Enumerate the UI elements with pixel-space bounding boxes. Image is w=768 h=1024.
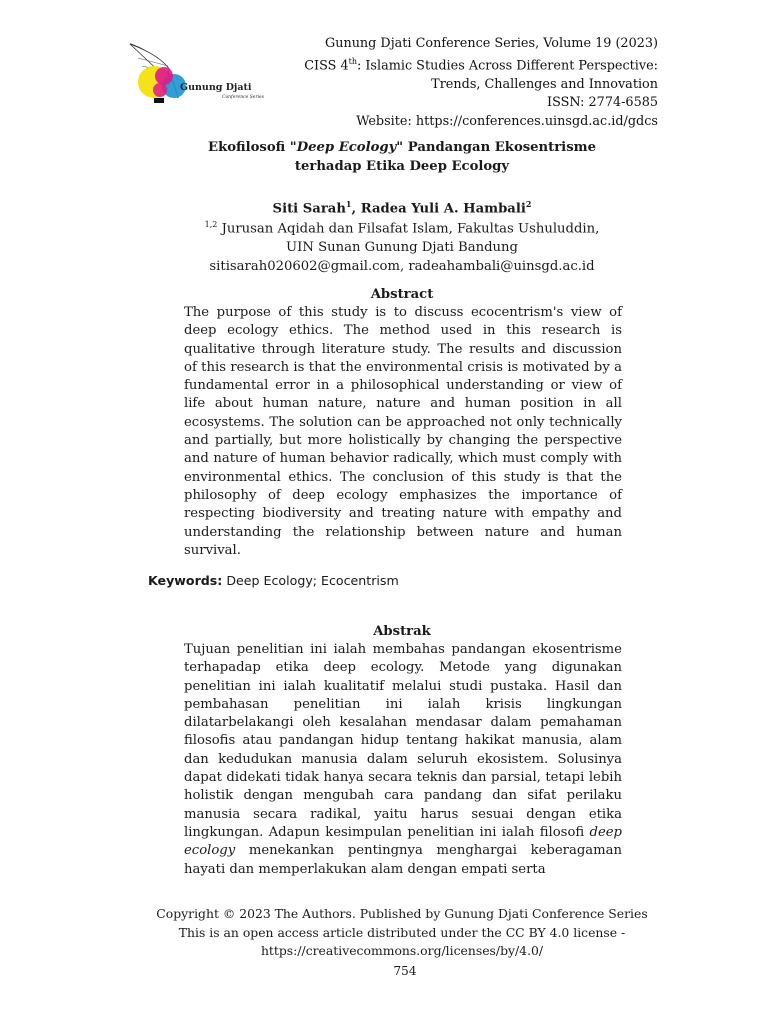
copyright-line: Copyright © 2023 The Authors. Published by Gunung Djati Conference Series [156,906,648,921]
affiliation-line2: UIN Sunan Gunung Djati Bandung [286,240,518,256]
journal-header [238,35,658,131]
affiliation-dept: Jurusan Aqidah dan Filsafat Islam, Fakultas Ushuluddin, [217,221,600,237]
title-italic: Deep Ecology [296,140,397,155]
abstrak-body [184,641,622,879]
abstrak-body-post: menekankan pentingnya menghargai keberagaman hayati dan memperlakukan alam dengan empati serta [184,843,622,877]
title-pre: Ekofilosofi " [208,140,297,155]
page-number: 754 [393,964,417,978]
header-website[interactable]: Website: https://conferences.uinsgd.ac.id/gdcs [356,113,658,129]
keywords-label: Keywords: [148,573,223,588]
header-issn: ISSN: 2774-6585 [547,95,658,111]
abstrak-body-italic: deep ecology [184,824,622,859]
header-conference [238,53,658,76]
abstrak-body-pre: Tujuan penelitian ini ialah membahas pandangan ekosentrisme terhapadap etika deep ecology. Metode yang digunakan penelitian ini ialah kualitatif melalui studi pustaka. Hasil dan pembahasan penelitian ini ialah krisis lingkungan dilatarbelakangi oleh kesalahan mendasar dalam pemahaman filosofis atau pandangan hidup tentang hakikat manusia, alam dan kedudukan manusia dalam seluruh ekosistem. Solusinya dapat didekati tidak hanya secara teknis dan parsial, tetapi lebih holistik dengan mengubah cara pandang dan sifat perilaku manusia secara radikal, yaitu harus sesuai dengan etika lingkungan. Adapun kesimpulan penelitian ini ialah filosofi [184,642,622,840]
keywords [148,573,628,588]
affiliation-sup: 1,2 [204,220,218,229]
title-line2: terhadap Etika Deep Ecology [294,159,510,174]
abstrak-heading: Abstrak [373,624,431,639]
author-2-sup: 2 [525,199,532,209]
author-1-sup: 1 [345,199,352,209]
abstract-body: The purpose of this study is to discuss ecocentrism's view of deep ecology ethics. The method used in this research is qualitative through literature study. The results and discussion of this research is that the environmental crisis is motivated by a fundamental error in a philosophical understanding or view of life about human nature, nature and human position in all ecosystems. The solution can be approached not only technically and partially, but more holistically by changing the perspective and nature of human behavior radically, which must comply with environmental ethics. The conclusion of this study is that the philosophy of deep ecology emphasizes the importance of respecting biodiversity and treating nature with empathy and understanding the relationship between nature and human survival. [184,305,622,558]
header-conference-sup: th [348,57,357,67]
license-line: This is an open access article distributed under the CC BY 4.0 license - [178,924,626,940]
header-theme: Trends, Challenges and Innovation [431,77,658,93]
paper-title [150,138,654,176]
title-line1 [150,138,654,157]
logo-subtext: Conference Series [222,95,264,100]
keywords-value: Deep Ecology; Ecocentrism [222,573,399,588]
author-separator: , [351,201,361,217]
author-1: Siti Sarah [272,201,346,217]
abstract-heading: Abstract [370,287,434,302]
logo-text: Gunung Djati [180,82,252,93]
affiliation [150,215,654,276]
title-post: " Pandangan Ekosentrisme [396,140,596,155]
license-url[interactable]: https://creativecommons.org/licenses/by/4.0/ [260,943,544,958]
header-conference-pre: CISS 4 [304,58,349,74]
license-footer [120,905,684,961]
header-conference-post: : Islamic Studies Across Different Perspective: [357,58,658,74]
author-2: Radea Yuli A. Hambali [360,201,526,217]
affiliation-line1 [150,215,654,238]
header-volume: Gunung Djati Conference Series, Volume 19 (2023) [324,36,658,51]
author-emails[interactable]: sitisarah020602@gmail.com, radeahambali@uinsgd.ac.id [209,259,595,275]
